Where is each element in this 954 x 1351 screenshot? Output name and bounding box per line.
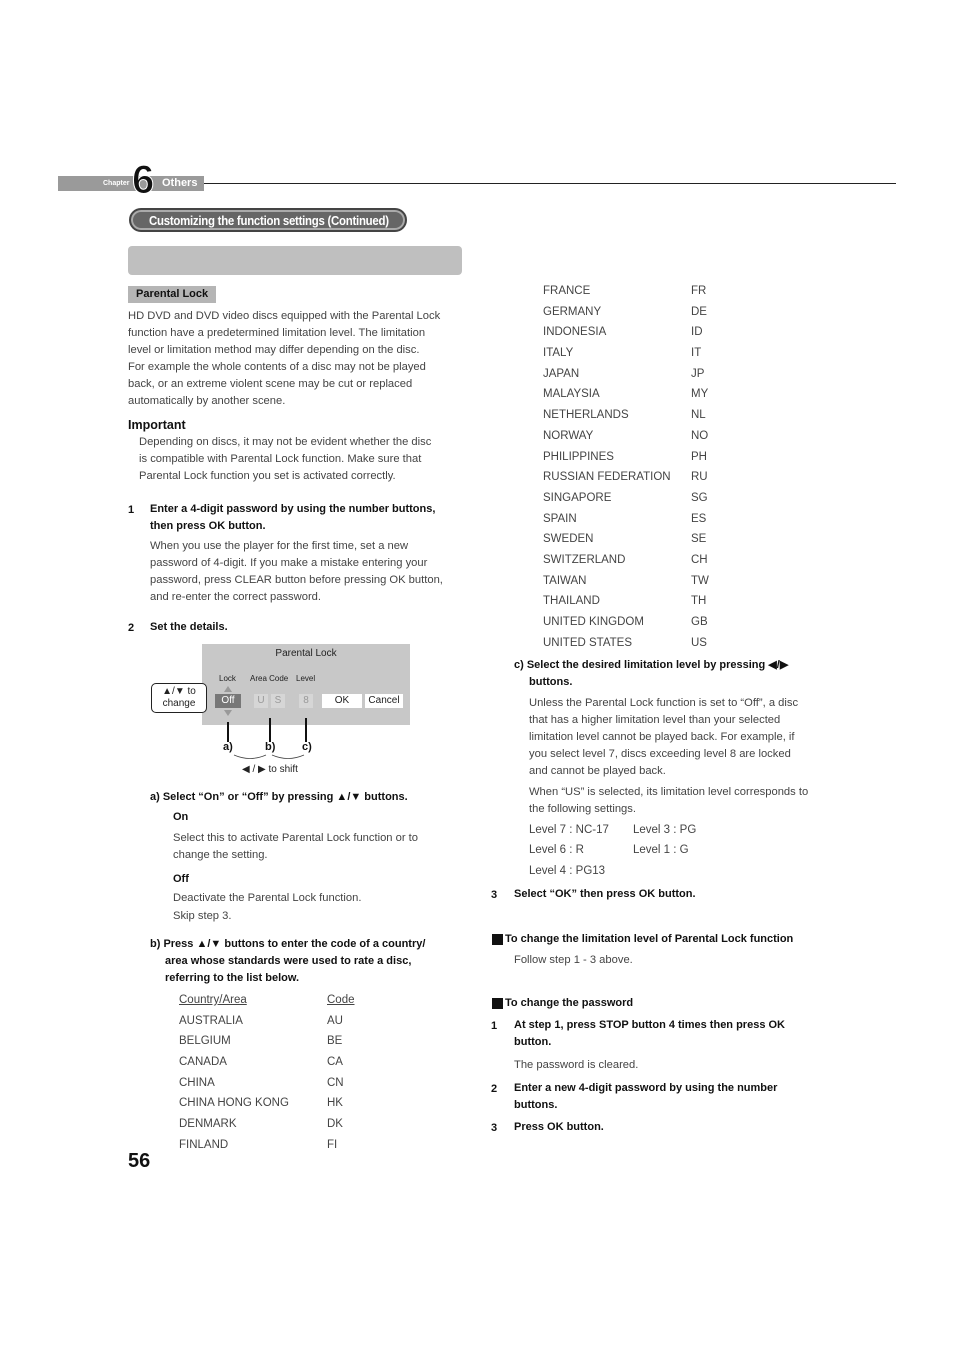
step-1-title-line: then press OK button. [150, 520, 266, 532]
pw-step-2-number: 2 [491, 1083, 498, 1095]
lock-value-field[interactable]: Off [215, 694, 241, 708]
table-row: DENMARK DK [179, 1118, 343, 1131]
intro-line: back, or an extreme violent scene may be cut or replaced [128, 378, 413, 390]
table-row: NORWAY NO [543, 429, 709, 442]
change-level-body: Follow step 1 - 3 above. [514, 954, 633, 966]
marker-c: c) [302, 741, 312, 753]
marker-a: a) [223, 741, 233, 753]
country-table-left [179, 990, 359, 1156]
table-row: UNITED STATES US [543, 636, 707, 649]
table-row: SWITZERLAND CH [543, 553, 708, 566]
table-header-row [179, 990, 359, 1011]
pw-step-2-line: Enter a new 4-digit password by using the number [514, 1082, 778, 1094]
table-row: MALAYSIA MY [543, 388, 709, 401]
step-1-body [150, 538, 470, 606]
us-line: When “US” is selected, its limitation level corresponds to [529, 786, 809, 798]
section-title: Customizing the function settings (Continued) [149, 213, 389, 228]
level-item: Level 1 : G [633, 844, 689, 856]
pw-step-1-line: button. [514, 1036, 552, 1048]
pw-step-1-body: The password is cleared. [514, 1059, 639, 1071]
header-rule [204, 183, 896, 184]
chapter-label: Chapter [103, 180, 130, 187]
table-row: FRANCE FR [543, 285, 707, 297]
area-code-char-1[interactable]: U [254, 694, 268, 708]
parental-lock-tag: Parental Lock [128, 286, 216, 303]
intro-line: automatically by another scene. [128, 395, 286, 407]
dialog-title: Parental Lock [275, 648, 337, 659]
chapter-title: Others [162, 177, 198, 189]
table-row: ITALY IT [543, 347, 702, 360]
table-row: FINLAND FI [179, 1138, 338, 1151]
table-row: GERMANY DE [543, 305, 707, 318]
parental-lock-dialog [202, 644, 410, 725]
table-row: NETHERLANDS NL [543, 409, 706, 422]
us-line: the following settings. [529, 803, 636, 815]
country-header: Country/Area [179, 994, 247, 1006]
lock-label: Lock [219, 674, 236, 683]
callout-line: change [162, 698, 196, 709]
section-square-icon [492, 934, 503, 945]
chapter-number: 6 [132, 158, 155, 202]
table-row: TAIWAN TW [543, 574, 709, 587]
us-level-grid [529, 824, 729, 884]
intro-line: HD DVD and DVD video discs equipped with the Parental Lock [128, 310, 441, 322]
level-item: Level 4 : PG13 [529, 865, 606, 877]
on-heading: On [173, 811, 189, 823]
table-row: PHILIPPINES PH [543, 450, 707, 463]
change-password-heading: To change the password [505, 997, 634, 1009]
step-2-title: Set the details. [150, 621, 228, 633]
pw-step-2-title [514, 1080, 824, 1114]
on-line: Select this to activate Parental Lock function or to [173, 832, 419, 844]
step-2-number: 2 [128, 622, 135, 634]
important-line: is compatible with Parental Lock function. Make sure that [139, 453, 422, 465]
table-row: AUSTRALIA AU [179, 1014, 343, 1027]
table-row: JAPAN JP [543, 367, 705, 380]
shift-arc-icon [232, 752, 312, 764]
table-row: THAILAND TH [543, 595, 707, 608]
table-row: CANADA CA [179, 1056, 343, 1069]
off-description [173, 890, 463, 925]
area-code-char-2[interactable]: S [271, 694, 285, 708]
on-description [173, 830, 463, 864]
pw-step-1-title [514, 1017, 824, 1051]
step-1-body-line: When you use the player for the first time, set a new [150, 540, 409, 552]
step-1-number: 1 [128, 504, 135, 516]
marker-b: b) [265, 741, 276, 753]
substep-c-body-line: limitation level cannot be played back. For example, if [529, 731, 795, 743]
table-row: INDONESIA ID [543, 326, 703, 339]
table-row: RUSSIAN FEDERATION RU [543, 471, 708, 484]
substep-b-line: b) Press ▲/▼ buttons to enter the code of a country/ [150, 938, 426, 950]
substep-a-title: a) Select “On” or “Off” by pressing ▲/▼ buttons. [150, 791, 408, 803]
pw-step-1-line: At step 1, press STOP button 4 times then press OK [514, 1019, 785, 1031]
important-line: Parental Lock function you set is activated correctly. [139, 470, 396, 482]
step-3-title: Select “OK” then press OK button. [514, 888, 696, 900]
change-level-heading: To change the limitation level of Parental Lock function [505, 933, 794, 945]
substep-c-body [529, 695, 839, 780]
ok-button[interactable]: OK [322, 694, 362, 708]
intro-line: function have a predetermined limitation level. The limitation [128, 327, 426, 339]
pointer-line-b [269, 718, 271, 742]
arrow-up-icon [224, 686, 232, 692]
code-header: Code [327, 994, 355, 1006]
substep-b-line: area whose standards were used to rate a disc, [165, 955, 412, 967]
pw-step-3-title: Press OK button. [514, 1121, 604, 1133]
page-number: 56 [128, 1150, 151, 1172]
substep-c-body-line: Unless the Parental Lock function is set to “Off”, a disc [529, 697, 799, 709]
off-line: Deactivate the Parental Lock function. [173, 892, 362, 904]
substep-c-body-line: you select level 7, discs exceeding level 8 are locked [529, 748, 791, 760]
substep-b-line: referring to the list below. [165, 972, 300, 984]
pw-step-1-number: 1 [491, 1020, 498, 1032]
step-1-body-line: and re-enter the correct password. [150, 591, 322, 603]
area-code-label: Area Code [250, 674, 289, 683]
section-square-icon [492, 998, 503, 1009]
grey-banner [128, 246, 462, 275]
country-table-right [543, 281, 723, 653]
table-row: UNITED KINGDOM GB [543, 616, 708, 628]
pw-step-2-line: buttons. [514, 1099, 558, 1111]
substep-c-line: c) Select the desired limitation level by pressing ◀/▶ [514, 659, 789, 671]
level-value-field[interactable]: 8 [299, 694, 313, 708]
off-line: Skip step 3. [173, 910, 232, 922]
step-1-title [150, 501, 470, 535]
callout-line: ▲/▼ to [162, 686, 196, 697]
shift-hint: ◀ / ▶ to shift [242, 764, 298, 775]
important-line: Depending on discs, it may not be evident whether the disc [139, 436, 432, 448]
step-1-body-line: password of 4-digit. If you make a mistake entering your [150, 557, 428, 569]
important-heading: Important [128, 418, 186, 432]
intro-paragraph [128, 308, 468, 410]
table-row: CHINA HONG KONG HK [179, 1097, 343, 1110]
level-item: Level 3 : PG [633, 824, 697, 836]
pw-step-3-number: 3 [491, 1122, 498, 1134]
us-levels-intro [529, 784, 839, 818]
substep-c-line: buttons. [529, 676, 573, 688]
arrow-down-icon [224, 710, 232, 716]
table-row: SWEDEN SE [543, 533, 707, 546]
pointer-line-c [305, 718, 307, 742]
table-row: SPAIN ES [543, 512, 707, 525]
step-3-number: 3 [491, 889, 498, 901]
substep-c-body-line: and cannot be played back. [529, 765, 666, 777]
step-1-body-line: password, press CLEAR button before pressing OK button, [150, 574, 443, 586]
pointer-line-a [227, 722, 229, 742]
intro-line: For example the whole contents of a disc may not be played [128, 361, 426, 373]
important-paragraph [139, 434, 469, 485]
cancel-button[interactable]: Cancel [365, 694, 403, 708]
level-item: Level 6 : R [529, 844, 584, 856]
level-item: Level 7 : NC-17 [529, 824, 609, 836]
on-line: change the setting. [173, 849, 268, 861]
table-row: BELGIUM BE [179, 1035, 343, 1048]
table-row: CHINA CN [179, 1076, 344, 1089]
table-row: SINGAPORE SG [543, 491, 708, 504]
off-heading: Off [173, 873, 189, 885]
substep-c-body-line: that has a higher limitation level than your selected [529, 714, 781, 726]
substep-b-title [150, 936, 470, 987]
intro-line: level or limitation method may differ depending on the disc. [128, 344, 420, 356]
change-callout [151, 683, 207, 713]
step-1-title-line: Enter a 4-digit password by using the number buttons, [150, 503, 436, 515]
section-title-pill [129, 208, 407, 232]
substep-c-title [514, 657, 834, 691]
level-label: Level [296, 674, 316, 683]
